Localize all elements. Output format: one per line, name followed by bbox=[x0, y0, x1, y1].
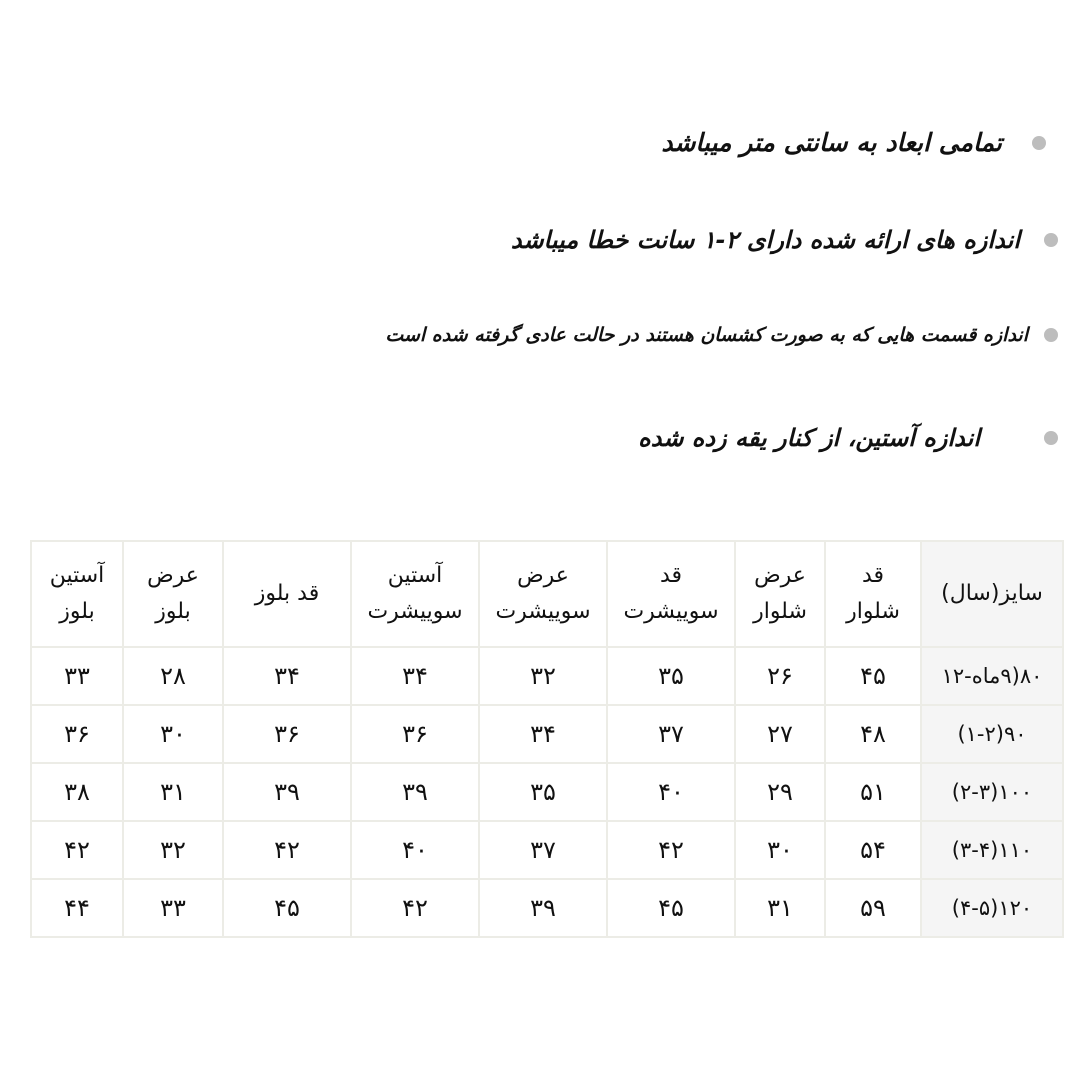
table-cell: ۳۹ bbox=[479, 879, 607, 937]
table-cell: ۵۹ bbox=[825, 879, 921, 937]
table-cell: ۴۲ bbox=[223, 821, 351, 879]
note-sleeve bbox=[638, 424, 1058, 452]
table-cell: ۲۶ bbox=[735, 647, 825, 705]
table-cell: ۳۵ bbox=[607, 647, 735, 705]
table-cell: ۳۴ bbox=[351, 647, 479, 705]
size-cell: ۸۰(۹ماه-۱۲ bbox=[921, 647, 1063, 705]
note-tolerance bbox=[511, 226, 1058, 254]
table-cell: ۳۸ bbox=[31, 763, 123, 821]
size-cell: ۹۰(۱-۲) bbox=[921, 705, 1063, 763]
note-text: اندازه آستین، از کنار یقه زده شده bbox=[638, 424, 980, 452]
table-cell: ۳۳ bbox=[123, 879, 223, 937]
table-row bbox=[31, 705, 1063, 763]
table-cell: ۳۵ bbox=[479, 763, 607, 821]
note-units bbox=[661, 128, 1046, 157]
note-elastic bbox=[385, 324, 1058, 346]
table-cell: ۳۴ bbox=[479, 705, 607, 763]
table-row bbox=[31, 763, 1063, 821]
table-cell: ۳۶ bbox=[223, 705, 351, 763]
size-cell: ۱۰۰(۲-۳) bbox=[921, 763, 1063, 821]
header-blouse-length: قد بلوز bbox=[223, 541, 351, 647]
header-sweatshirt-width: عرض سوییشرت bbox=[479, 541, 607, 647]
table-cell: ۴۸ bbox=[825, 705, 921, 763]
table-row bbox=[31, 879, 1063, 937]
bullet-icon bbox=[1044, 328, 1058, 342]
header-sweatshirt-length: قد سوییشرت bbox=[607, 541, 735, 647]
table-cell: ۴۰ bbox=[351, 821, 479, 879]
table-cell: ۴۲ bbox=[351, 879, 479, 937]
size-cell: ۱۲۰(۴-۵) bbox=[921, 879, 1063, 937]
table-cell: ۵۱ bbox=[825, 763, 921, 821]
table-cell: ۳۴ bbox=[223, 647, 351, 705]
table-cell: ۳۰ bbox=[123, 705, 223, 763]
table-cell: ۳۷ bbox=[479, 821, 607, 879]
size-table bbox=[30, 540, 1064, 938]
table-row bbox=[31, 821, 1063, 879]
table-cell: ۴۲ bbox=[31, 821, 123, 879]
table-cell: ۴۰ bbox=[607, 763, 735, 821]
table-row bbox=[31, 647, 1063, 705]
bullet-icon bbox=[1032, 136, 1046, 150]
table-cell: ۳۶ bbox=[351, 705, 479, 763]
header-pants-length: قد شلوار bbox=[825, 541, 921, 647]
table-cell: ۲۸ bbox=[123, 647, 223, 705]
note-text: اندازه های ارائه شده دارای ۲-۱ سانت خطا میباشد bbox=[510, 226, 1020, 254]
table-cell: ۴۵ bbox=[607, 879, 735, 937]
table-cell: ۵۴ bbox=[825, 821, 921, 879]
table-cell: ۲۷ bbox=[735, 705, 825, 763]
table-cell: ۴۵ bbox=[223, 879, 351, 937]
table-cell: ۳۹ bbox=[351, 763, 479, 821]
table-cell: ۳۷ bbox=[607, 705, 735, 763]
size-cell: ۱۱۰(۳-۴) bbox=[921, 821, 1063, 879]
header-row bbox=[31, 541, 1063, 647]
note-text: اندازه قسمت هایی که به صورت کشسان هستند در حالت عادی گرفته شده است bbox=[385, 324, 1028, 346]
table-cell: ۳۹ bbox=[223, 763, 351, 821]
table-cell: ۳۶ bbox=[31, 705, 123, 763]
header-size: سایز(سال) bbox=[921, 541, 1063, 647]
size-chart bbox=[30, 540, 1062, 938]
note-text: تمامی ابعاد به سانتی متر میباشد bbox=[661, 128, 1002, 157]
table-cell: ۳۱ bbox=[123, 763, 223, 821]
table-cell: ۳۱ bbox=[735, 879, 825, 937]
table-cell: ۳۳ bbox=[31, 647, 123, 705]
table-cell: ۲۹ bbox=[735, 763, 825, 821]
table-cell: ۴۲ bbox=[607, 821, 735, 879]
bullet-icon bbox=[1044, 431, 1058, 445]
table-cell: ۳۰ bbox=[735, 821, 825, 879]
bullet-icon bbox=[1044, 233, 1058, 247]
header-blouse-width: عرض بلوز bbox=[123, 541, 223, 647]
header-sweatshirt-sleeve: آستین سوییشرت bbox=[351, 541, 479, 647]
table-cell: ۳۲ bbox=[479, 647, 607, 705]
header-pants-width: عرض شلوار bbox=[735, 541, 825, 647]
table-cell: ۳۲ bbox=[123, 821, 223, 879]
header-blouse-sleeve: آستین بلوز bbox=[31, 541, 123, 647]
table-cell: ۴۵ bbox=[825, 647, 921, 705]
table-cell: ۴۴ bbox=[31, 879, 123, 937]
